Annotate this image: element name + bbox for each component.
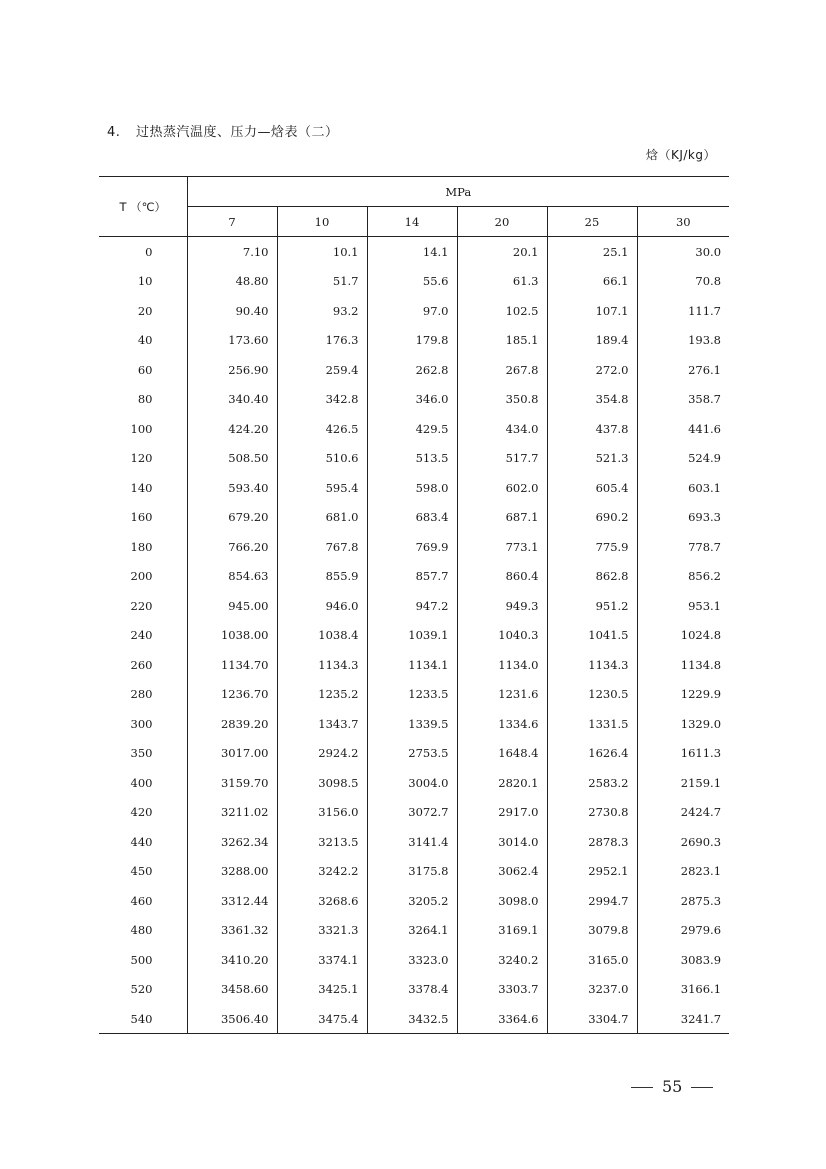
page-number [622, 1077, 722, 1096]
temperature-cell: 10 [99, 267, 187, 297]
enthalpy-cell: 3062.4 [457, 857, 547, 887]
table-row [99, 857, 729, 887]
enthalpy-cell: 3098.5 [277, 768, 367, 798]
table-row [99, 680, 729, 710]
enthalpy-cell: 1343.7 [277, 709, 367, 739]
pressure-column-header: 25 [547, 207, 637, 237]
unit-label: 焓（KJ/kg） [645, 148, 716, 162]
page-number-dash-left [631, 1087, 653, 1088]
enthalpy-cell: 1134.0 [457, 650, 547, 680]
enthalpy-cell: 3166.1 [680, 982, 722, 997]
enthalpy-cell: 176.3 [277, 326, 367, 356]
enthalpy-cell: 276.1 [688, 362, 722, 377]
enthalpy-cell: 3262.34 [187, 827, 277, 857]
enthalpy-cell: 945.00 [187, 591, 277, 621]
section-title [107, 121, 339, 140]
temperature-cell: 120 [99, 444, 187, 474]
enthalpy-cell: 1229.9 [680, 687, 722, 702]
enthalpy-cell: 3241.7 [637, 1004, 729, 1034]
temperature-cell: 280 [99, 680, 187, 710]
table-row [99, 296, 729, 326]
enthalpy-cell: 97.0 [367, 296, 457, 326]
enthalpy-cell: 3098.0 [457, 886, 547, 916]
temperature-cell: 540 [99, 1004, 187, 1034]
enthalpy-cell: 2994.7 [547, 886, 637, 916]
enthalpy-cell: 693.3 [688, 510, 722, 525]
enthalpy-cell: 3364.6 [457, 1004, 547, 1034]
enthalpy-cell: 346.0 [367, 385, 457, 415]
enthalpy-cell: 262.8 [367, 355, 457, 385]
table-row [99, 385, 729, 415]
enthalpy-cell: 598.0 [367, 473, 457, 503]
enthalpy-cell: 2583.2 [547, 768, 637, 798]
enthalpy-cell: 2924.2 [277, 739, 367, 769]
enthalpy-cell: 857.7 [367, 562, 457, 592]
table-row [99, 621, 729, 651]
enthalpy-cell: 189.4 [547, 326, 637, 356]
enthalpy-cell: 1134.70 [187, 650, 277, 680]
temperature-cell: 450 [99, 857, 187, 887]
enthalpy-cell: 3425.1 [277, 975, 367, 1005]
temperature-column-header: T （℃） [99, 177, 187, 237]
enthalpy-cell: 350.8 [457, 385, 547, 415]
pressure-column-header: 10 [277, 207, 367, 237]
table-row [99, 237, 729, 267]
enthalpy-cell: 683.4 [367, 503, 457, 533]
enthalpy-cell: 1038.4 [277, 621, 367, 651]
enthalpy-cell: 185.1 [457, 326, 547, 356]
enthalpy-cell: 342.8 [277, 385, 367, 415]
enthalpy-cell: 272.0 [547, 355, 637, 385]
enthalpy-cell: 1233.5 [367, 680, 457, 710]
enthalpy-cell: 602.0 [457, 473, 547, 503]
enthalpy-cell: 593.40 [187, 473, 277, 503]
enthalpy-cell: 1230.5 [547, 680, 637, 710]
enthalpy-cell: 2159.1 [680, 775, 722, 790]
enthalpy-cell: 3458.60 [187, 975, 277, 1005]
enthalpy-cell: 513.5 [367, 444, 457, 474]
enthalpy-cell: 947.2 [367, 591, 457, 621]
enthalpy-cell: 3213.5 [277, 827, 367, 857]
table-row [99, 768, 729, 798]
table-row [99, 916, 729, 946]
enthalpy-cell: 3169.1 [457, 916, 547, 946]
enthalpy-cell: 14.1 [367, 237, 457, 267]
enthalpy-cell: 1331.5 [547, 709, 637, 739]
enthalpy-cell: 687.1 [457, 503, 547, 533]
enthalpy-cell: 10.1 [277, 237, 367, 267]
enthalpy-cell: 773.1 [457, 532, 547, 562]
pressure-column-header: 14 [367, 207, 457, 237]
enthalpy-cell: 66.1 [547, 267, 637, 297]
enthalpy-cell: 3083.9 [680, 952, 722, 967]
pressure-group-header: MPa [187, 177, 729, 207]
enthalpy-cell: 3312.44 [187, 886, 277, 916]
enthalpy-cell: 1134.3 [277, 650, 367, 680]
enthalpy-cell: 2917.0 [457, 798, 547, 828]
table-row [99, 532, 729, 562]
enthalpy-cell: 173.60 [187, 326, 277, 356]
temperature-cell: 440 [99, 827, 187, 857]
temperature-cell: 420 [99, 798, 187, 828]
enthalpy-cell: 2753.5 [367, 739, 457, 769]
enthalpy-cell: 2690.3 [680, 834, 722, 849]
enthalpy-cell: 2730.8 [547, 798, 637, 828]
enthalpy-cell: 595.4 [277, 473, 367, 503]
enthalpy-cell: 3014.0 [457, 827, 547, 857]
enthalpy-cell: 426.5 [277, 414, 367, 444]
enthalpy-cell: 1648.4 [457, 739, 547, 769]
enthalpy-cell: 3361.32 [187, 916, 277, 946]
enthalpy-cell: 55.6 [367, 267, 457, 297]
enthalpy-cell: 25.1 [547, 237, 637, 267]
enthalpy-cell: 3288.00 [187, 857, 277, 887]
enthalpy-cell: 70.8 [695, 274, 722, 289]
enthalpy-cell: 3237.0 [547, 975, 637, 1005]
table-row [99, 355, 729, 385]
enthalpy-cell: 3321.3 [277, 916, 367, 946]
enthalpy-cell: 3268.6 [277, 886, 367, 916]
temperature-cell: 260 [99, 650, 187, 680]
enthalpy-cell: 259.4 [277, 355, 367, 385]
enthalpy-cell: 2823.1 [680, 864, 722, 879]
enthalpy-cell: 3323.0 [367, 945, 457, 975]
enthalpy-cell: 3175.8 [367, 857, 457, 887]
enthalpy-cell: 3378.4 [367, 975, 457, 1005]
pressure-column-header: 20 [457, 207, 547, 237]
temperature-cell: 400 [99, 768, 187, 798]
enthalpy-cell: 3304.7 [547, 1004, 637, 1034]
enthalpy-cell: 3211.02 [187, 798, 277, 828]
enthalpy-cell: 1611.3 [680, 746, 722, 761]
enthalpy-cell: 860.4 [457, 562, 547, 592]
enthalpy-cell: 93.2 [277, 296, 367, 326]
page-number-dash-right [691, 1087, 713, 1088]
temperature-cell: 100 [99, 414, 187, 444]
temperature-cell: 40 [99, 326, 187, 356]
table-row [99, 562, 729, 592]
enthalpy-cell: 603.1 [688, 480, 722, 495]
enthalpy-cell: 1134.8 [680, 657, 722, 672]
table-row [99, 326, 729, 356]
enthalpy-cell: 605.4 [547, 473, 637, 503]
enthalpy-cell: 429.5 [367, 414, 457, 444]
enthalpy-cell: 1626.4 [547, 739, 637, 769]
enthalpy-cell: 3506.40 [187, 1004, 277, 1034]
temperature-cell: 350 [99, 739, 187, 769]
temperature-cell: 0 [99, 237, 187, 267]
table-row [99, 709, 729, 739]
enthalpy-cell: 679.20 [187, 503, 277, 533]
enthalpy-cell: 7.10 [187, 237, 277, 267]
enthalpy-cell: 340.40 [187, 385, 277, 415]
enthalpy-cell: 2839.20 [187, 709, 277, 739]
enthalpy-cell: 769.9 [367, 532, 457, 562]
enthalpy-cell: 3205.2 [367, 886, 457, 916]
enthalpy-cell: 2952.1 [547, 857, 637, 887]
temperature-cell: 20 [99, 296, 187, 326]
section-title-text: 过热蒸汽温度、压力—焓表（二） [136, 125, 339, 140]
temperature-cell: 500 [99, 945, 187, 975]
temperature-cell: 240 [99, 621, 187, 651]
enthalpy-cell: 358.7 [688, 392, 722, 407]
temperature-cell: 300 [99, 709, 187, 739]
enthalpy-cell: 1038.00 [187, 621, 277, 651]
table-row [99, 650, 729, 680]
enthalpy-cell: 102.5 [457, 296, 547, 326]
enthalpy-cell: 1134.3 [547, 650, 637, 680]
temperature-cell: 460 [99, 886, 187, 916]
enthalpy-cell: 953.1 [688, 598, 722, 613]
temperature-cell: 160 [99, 503, 187, 533]
table-row [99, 414, 729, 444]
enthalpy-cell: 1236.70 [187, 680, 277, 710]
enthalpy-cell: 854.63 [187, 562, 277, 592]
temperature-cell: 200 [99, 562, 187, 592]
enthalpy-cell: 3072.7 [367, 798, 457, 828]
table-row [99, 503, 729, 533]
enthalpy-cell: 3475.4 [277, 1004, 367, 1034]
table-row [99, 945, 729, 975]
enthalpy-cell: 3017.00 [187, 739, 277, 769]
enthalpy-cell: 354.8 [547, 385, 637, 415]
temperature-cell: 520 [99, 975, 187, 1005]
temperature-cell: 60 [99, 355, 187, 385]
enthalpy-cell: 1339.5 [367, 709, 457, 739]
enthalpy-cell: 179.8 [367, 326, 457, 356]
enthalpy-cell: 517.7 [457, 444, 547, 474]
enthalpy-cell: 3264.1 [367, 916, 457, 946]
enthalpy-cell: 508.50 [187, 444, 277, 474]
table-row [99, 267, 729, 297]
temperature-cell: 180 [99, 532, 187, 562]
enthalpy-cell: 2424.7 [680, 805, 722, 820]
enthalpy-cell: 3004.0 [367, 768, 457, 798]
enthalpy-cell: 681.0 [277, 503, 367, 533]
enthalpy-cell: 2820.1 [457, 768, 547, 798]
enthalpy-cell: 48.80 [187, 267, 277, 297]
enthalpy-cell: 862.8 [547, 562, 637, 592]
enthalpy-cell: 1039.1 [367, 621, 457, 651]
enthalpy-cell: 111.7 [688, 303, 722, 318]
enthalpy-cell: 690.2 [547, 503, 637, 533]
enthalpy-cell: 30.0 [695, 244, 722, 259]
enthalpy-cell: 90.40 [187, 296, 277, 326]
enthalpy-cell: 1134.1 [367, 650, 457, 680]
enthalpy-cell: 1041.5 [547, 621, 637, 651]
temperature-cell: 480 [99, 916, 187, 946]
enthalpy-cell: 3240.2 [457, 945, 547, 975]
temperature-cell: 80 [99, 385, 187, 415]
enthalpy-cell: 3432.5 [367, 1004, 457, 1034]
enthalpy-cell: 3303.7 [457, 975, 547, 1005]
enthalpy-cell: 775.9 [547, 532, 637, 562]
temperature-cell: 220 [99, 591, 187, 621]
table-body [99, 237, 729, 1034]
enthalpy-cell: 3159.70 [187, 768, 277, 798]
enthalpy-cell: 2875.3 [680, 893, 722, 908]
enthalpy-cell: 778.7 [688, 539, 722, 554]
pressure-column-header: 30 [637, 207, 729, 237]
table-row [99, 975, 729, 1005]
enthalpy-cell: 2979.6 [680, 923, 722, 938]
enthalpy-cell: 3156.0 [277, 798, 367, 828]
enthalpy-cell: 20.1 [457, 237, 547, 267]
enthalpy-cell: 2878.3 [547, 827, 637, 857]
enthalpy-cell: 441.6 [688, 421, 722, 436]
enthalpy-cell: 3242.2 [277, 857, 367, 887]
enthalpy-cell: 1040.3 [457, 621, 547, 651]
enthalpy-cell: 767.8 [277, 532, 367, 562]
table-row [99, 886, 729, 916]
enthalpy-cell: 766.20 [187, 532, 277, 562]
enthalpy-cell: 946.0 [277, 591, 367, 621]
enthalpy-table [99, 176, 729, 1034]
table-row [99, 473, 729, 503]
enthalpy-cell: 267.8 [457, 355, 547, 385]
enthalpy-cell: 437.8 [547, 414, 637, 444]
table-row [99, 739, 729, 769]
enthalpy-cell: 256.90 [187, 355, 277, 385]
enthalpy-cell: 434.0 [457, 414, 547, 444]
pressure-column-header: 7 [187, 207, 277, 237]
enthalpy-cell: 1329.0 [680, 716, 722, 731]
enthalpy-cell: 855.9 [277, 562, 367, 592]
enthalpy-cell: 3165.0 [547, 945, 637, 975]
enthalpy-cell: 61.3 [457, 267, 547, 297]
enthalpy-cell: 856.2 [688, 569, 722, 584]
enthalpy-cell: 424.20 [187, 414, 277, 444]
enthalpy-cell: 51.7 [277, 267, 367, 297]
table-row [99, 827, 729, 857]
enthalpy-cell: 193.8 [688, 333, 722, 348]
table-row [99, 444, 729, 474]
enthalpy-cell: 3141.4 [367, 827, 457, 857]
enthalpy-cell: 107.1 [547, 296, 637, 326]
enthalpy-cell: 951.2 [547, 591, 637, 621]
table-row [99, 1004, 729, 1034]
enthalpy-cell: 1231.6 [457, 680, 547, 710]
page-number-text: 55 [662, 1077, 683, 1096]
enthalpy-cell: 3374.1 [277, 945, 367, 975]
enthalpy-cell: 1235.2 [277, 680, 367, 710]
enthalpy-cell: 524.9 [688, 451, 722, 466]
table-row [99, 591, 729, 621]
enthalpy-cell: 1024.8 [680, 628, 722, 643]
section-number: 4. [107, 125, 121, 140]
enthalpy-cell: 521.3 [547, 444, 637, 474]
enthalpy-cell: 3410.20 [187, 945, 277, 975]
table-row [99, 798, 729, 828]
enthalpy-cell: 3079.8 [547, 916, 637, 946]
temperature-cell: 140 [99, 473, 187, 503]
enthalpy-cell: 949.3 [457, 591, 547, 621]
enthalpy-cell: 510.6 [277, 444, 367, 474]
enthalpy-cell: 1334.6 [457, 709, 547, 739]
